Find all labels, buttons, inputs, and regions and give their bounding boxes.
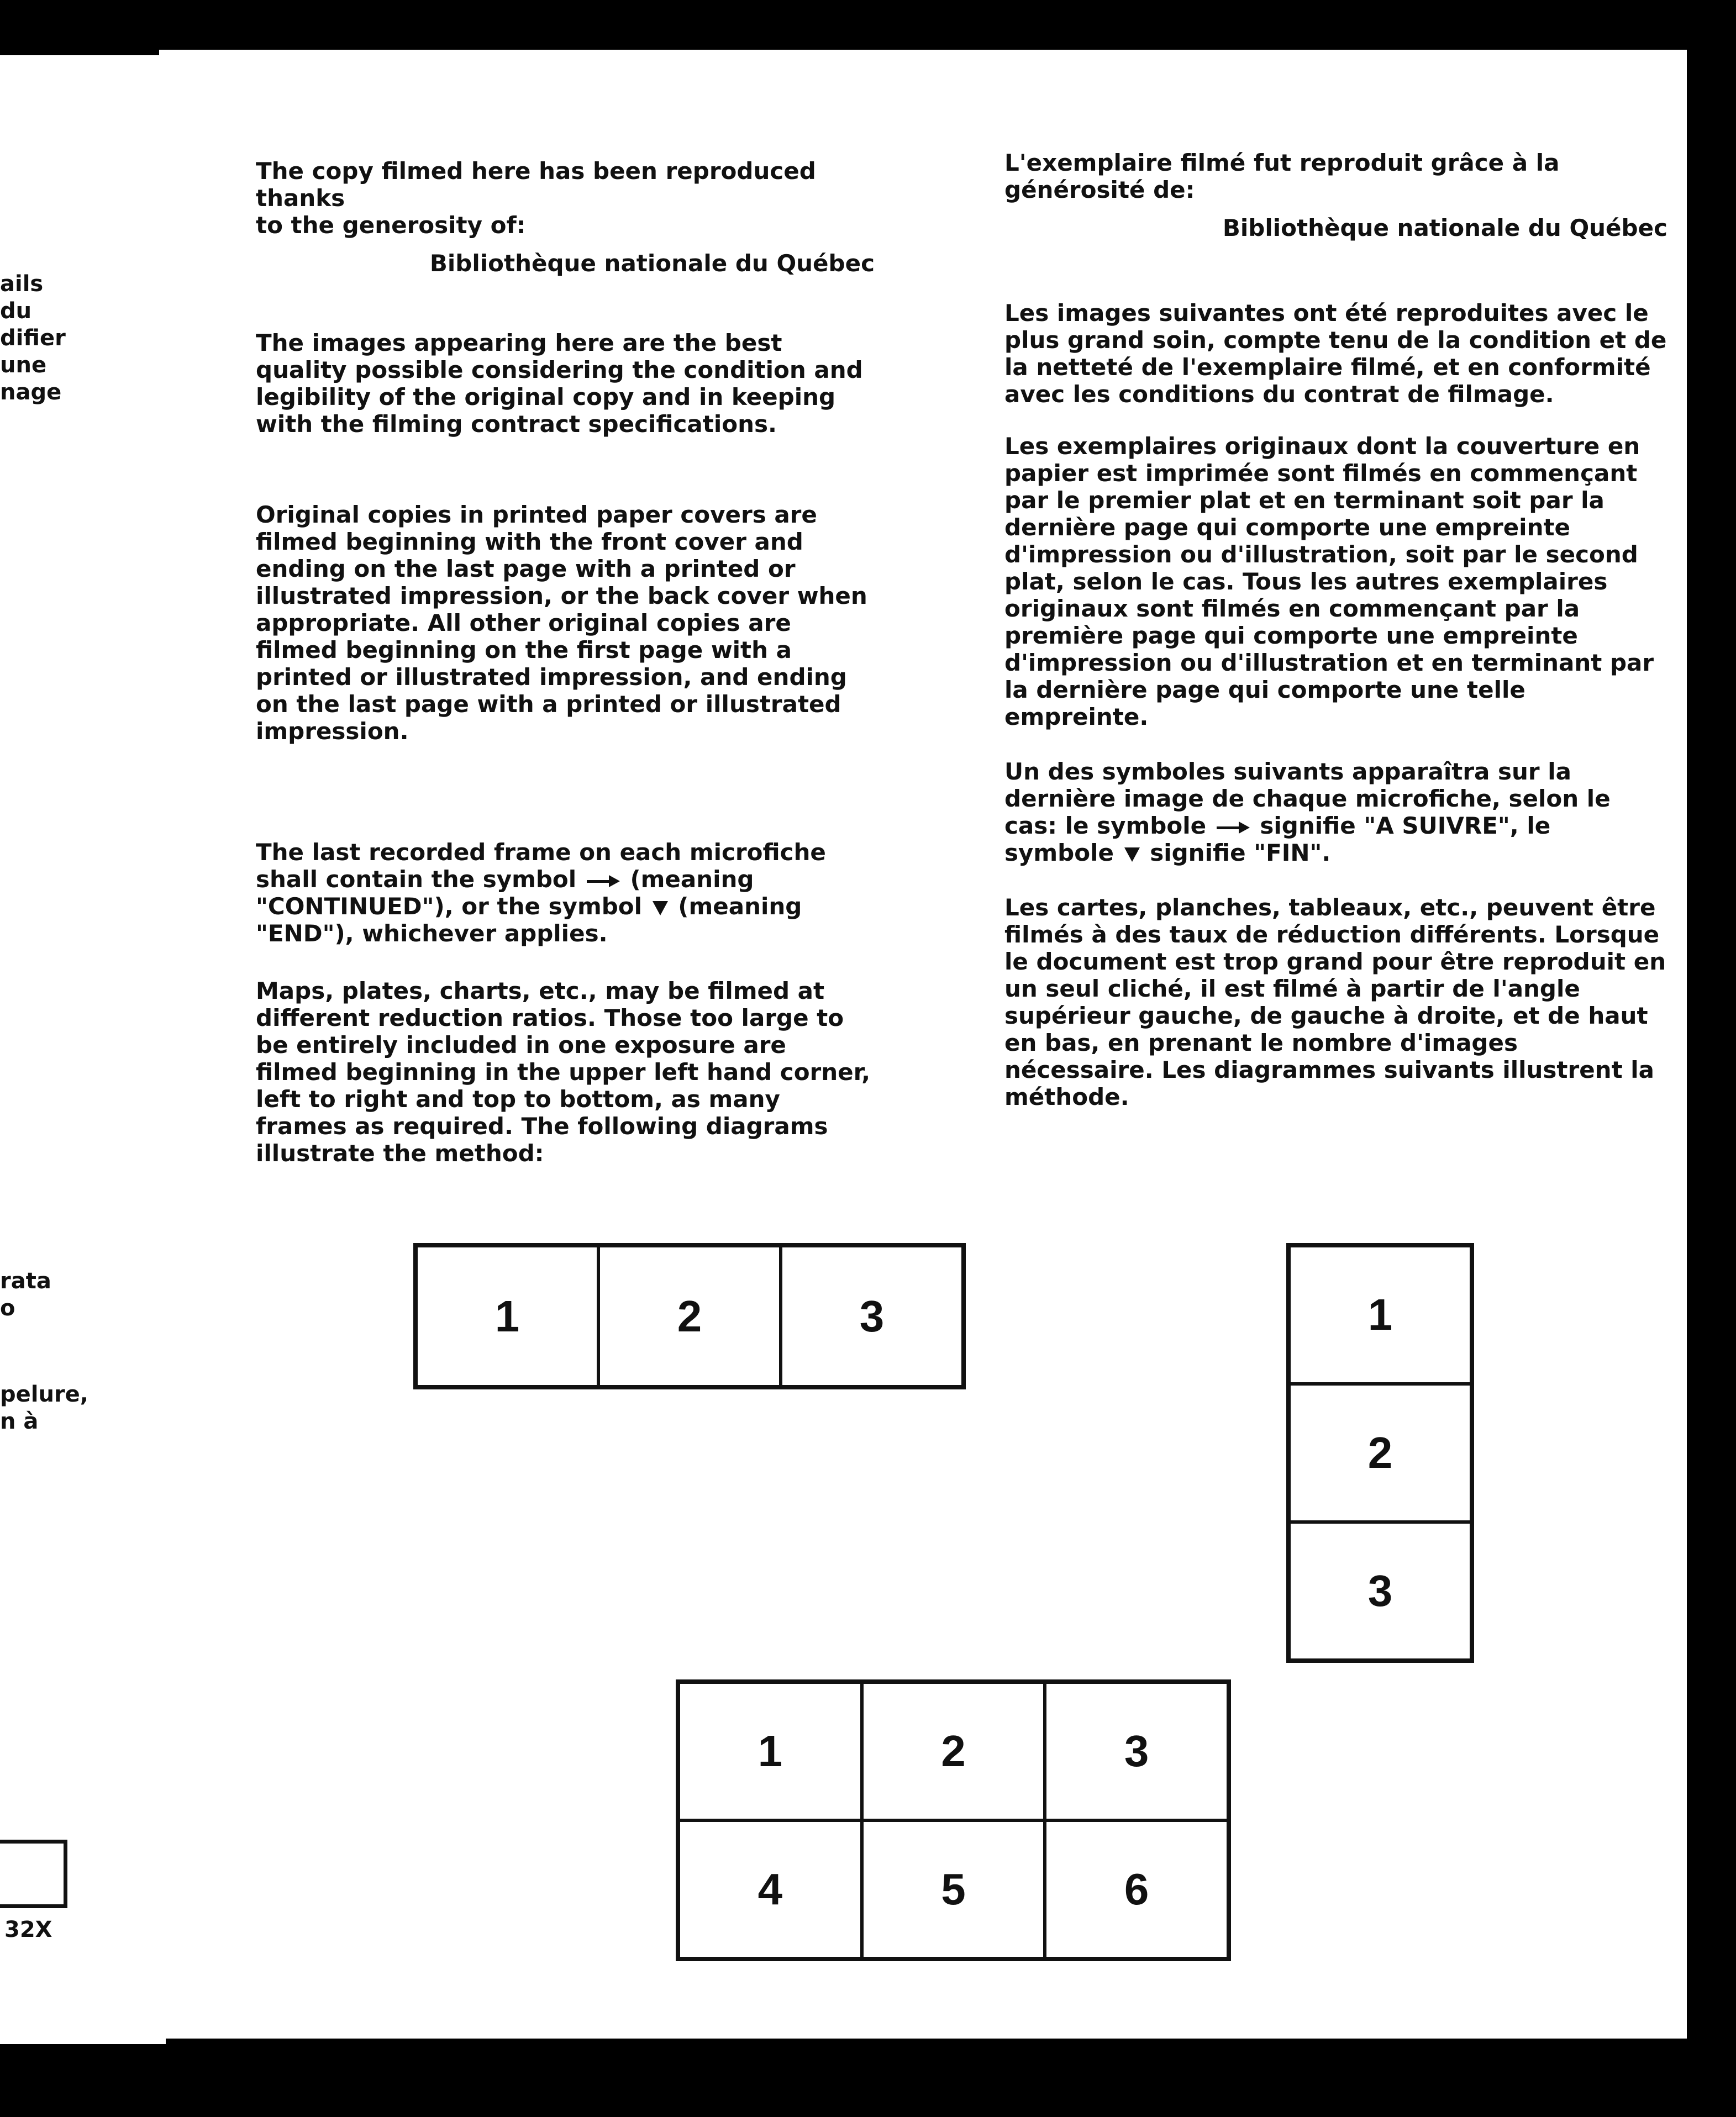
- english-para-covers: Original copies in printed paper covers are filmed beginning with the front cover and ending on the last page with a printed or illustrated impression, or the back cover when appropriate. All other original copies are filmed beginning on the first page with a printed or illustrated impression, and ending on the last page with a printed or illustrated impression.: [256, 501, 867, 745]
- frame-cell: 2: [1289, 1384, 1471, 1522]
- margin-word: n à: [0, 1409, 39, 1434]
- frame-cell: 3: [1289, 1522, 1471, 1660]
- margin-text-low: [0, 1381, 88, 1435]
- margin-word: difier: [0, 325, 66, 351]
- french-symbols-text-1: Un des symboles suivants apparaîtra sur la dernière image de chaque microfiche, selon le cas: le symbole: [1004, 758, 1611, 839]
- english-para-quality: The images appearing here are the best quality possible considering the condition and legibility of the original copy and in keeping with the filming contract specifications.: [256, 329, 863, 438]
- margin-word: ails: [0, 271, 44, 297]
- frame-cell: 5: [862, 1820, 1045, 1958]
- continued-arrow-icon: [587, 877, 620, 885]
- diagram-grid: [676, 1679, 1231, 1961]
- frame-cell: 1: [1289, 1246, 1471, 1384]
- margin-ratio-label: 32X: [4, 1917, 52, 1942]
- frame-cell: 6: [1045, 1820, 1228, 1958]
- frame-cell: 3: [781, 1246, 963, 1387]
- previous-page-sliver: [0, 55, 166, 2044]
- frame-cell: 1: [416, 1246, 598, 1387]
- french-thanks-heading: L'exemplaire filmé fut reproduit grâce à la générosité de:: [1004, 149, 1560, 203]
- margin-word: rata: [0, 1268, 51, 1294]
- french-para-covers: Les exemplaires originaux dont la couverture en papier est imprimée sont filmés en commençant par le premier plat et en terminant soit par la dernière page qui comporte une empreinte d'impression ou d'illustration, soit par le second plat, selon le cas. Tous les autres exemplaires originaux sont filmés en commençant par la première page qui comporte une empreinte d'impression ou d'illustration et en terminant par la dernière page qui comporte une telle empreinte.: [1004, 433, 1654, 730]
- margin-box: [0, 1840, 67, 1908]
- french-symbols-text-2: signifie "A SUIVRE", le symbole: [1004, 812, 1551, 866]
- english-symbols-text-3: (meaning "END"), whichever applies.: [256, 893, 802, 947]
- margin-word: du: [0, 298, 32, 324]
- document-page: [159, 50, 1687, 2039]
- frame-cell: 2: [862, 1682, 1045, 1820]
- english-symbols-text-1: The last recorded frame on each microfiche shall contain the symbol: [256, 839, 826, 893]
- frame-cell: 4: [678, 1820, 862, 1958]
- french-para-quality: Les images suivantes ont été reproduites avec le plus grand soin, compte tenu de la condition et de la netteté de l'exemplaire filmé, et en conformité avec les conditions du contrat de filmage.: [1004, 299, 1667, 408]
- english-para-symbols: [256, 839, 875, 947]
- diagram-vertical: [1286, 1243, 1474, 1663]
- english-symbols-text-2: (meaning "CONTINUED"), or the symbol: [256, 866, 754, 920]
- french-institution: Bibliothèque nationale du Québec: [1222, 214, 1667, 241]
- end-triangle-icon: [653, 901, 668, 915]
- english-column: [256, 157, 875, 1167]
- english-para-maps: Maps, plates, charts, etc., may be filmed at different reduction ratios. Those too large to be entirely included in one exposure are filmed beginning in the upper left hand corner, left to right and top to bottom, as many frames as required. The following diagrams illustrate the method:: [256, 977, 871, 1167]
- french-column: [1004, 149, 1667, 1110]
- frame-cell: 3: [1045, 1682, 1228, 1820]
- continued-arrow-icon: [1217, 824, 1250, 831]
- margin-word: o: [0, 1296, 15, 1321]
- english-thanks-heading: The copy filmed here has been reproduced thanks to the generosity of:: [256, 157, 816, 239]
- frame-cell: 2: [598, 1246, 781, 1387]
- margin-text-top: [0, 271, 66, 406]
- english-institution: Bibliothèque nationale du Québec: [429, 250, 875, 277]
- margin-word: nage: [0, 380, 62, 405]
- frame-cell: 1: [678, 1682, 862, 1820]
- margin-text-mid: [0, 1268, 51, 1322]
- margin-word: une: [0, 352, 47, 378]
- margin-word: pelure,: [0, 1382, 88, 1407]
- french-para-symbols: [1004, 758, 1667, 866]
- french-para-maps: Les cartes, planches, tableaux, etc., peuvent être filmés à des taux de réduction différents. Lorsque le document est trop grand pour être reproduit en un seul cliché, il est filmé à partir de l'angle supérieur gauche, de gauche à droite, et de haut en bas, en prenant le nombre d'images nécessaire. Les diagrammes suivants illustrent la méthode.: [1004, 894, 1666, 1110]
- end-triangle-icon: [1124, 847, 1140, 862]
- french-symbols-text-3: signifie "FIN".: [1150, 839, 1331, 866]
- diagram-horizontal: [413, 1243, 966, 1389]
